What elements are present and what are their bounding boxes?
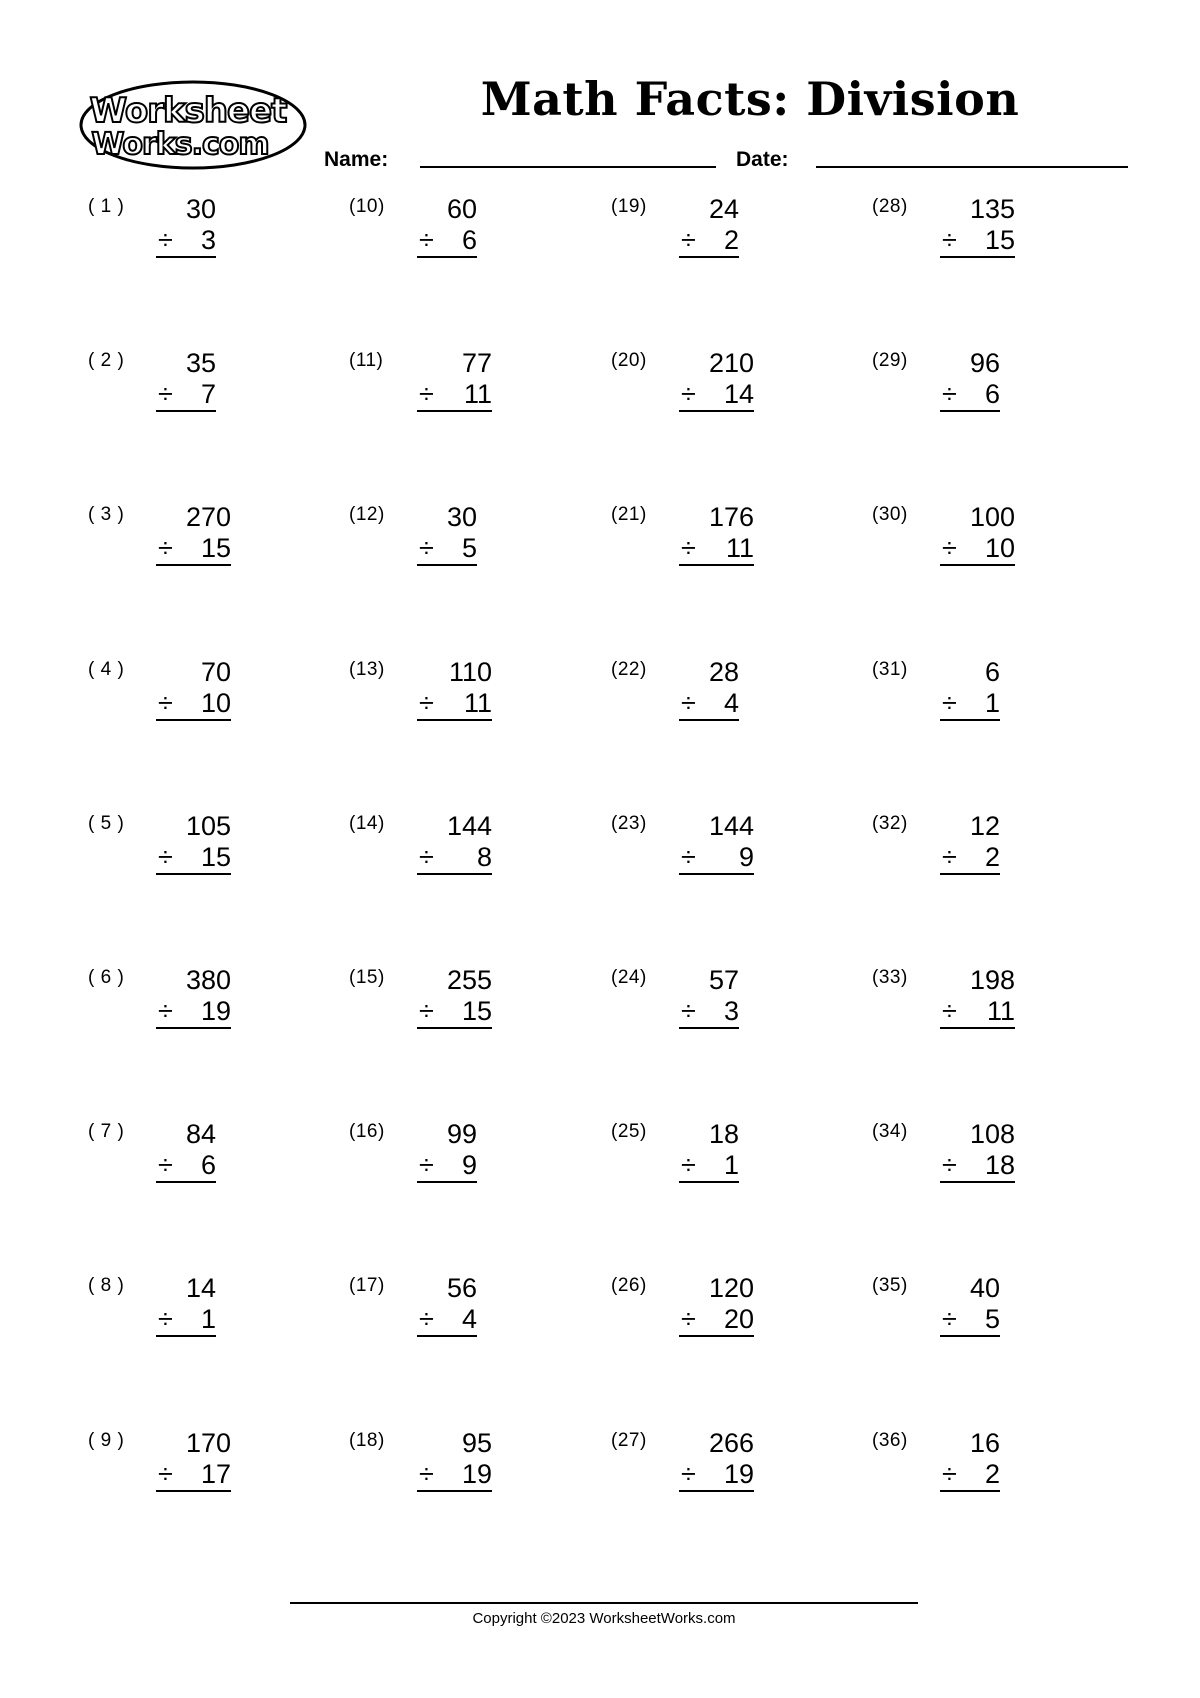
date-field-line[interactable] xyxy=(816,166,1128,168)
divisor: 8 xyxy=(476,841,492,872)
problem-number: (26) xyxy=(611,1275,647,1297)
division-problem xyxy=(872,350,1072,460)
divisor: 11 xyxy=(463,687,492,718)
dividend: 84 xyxy=(185,1119,216,1150)
problem-number: (20) xyxy=(611,350,647,372)
division-problem xyxy=(349,504,549,614)
divisor: 4 xyxy=(723,687,739,718)
divisor: 6 xyxy=(461,225,477,255)
division-problem xyxy=(88,1427,288,1540)
problem-number: (33) xyxy=(872,967,908,988)
divisor: 11 xyxy=(463,379,492,410)
divisor-row xyxy=(940,1303,1000,1337)
division-problem xyxy=(611,350,811,460)
problem-number: (22) xyxy=(611,658,647,680)
dividend: 18 xyxy=(708,1119,739,1150)
footer-divider xyxy=(290,1602,918,1604)
divisor-row xyxy=(417,1303,477,1337)
divisor: 11 xyxy=(986,996,1015,1026)
divisor: 6 xyxy=(984,379,1000,410)
problem-number: ( 8 ) xyxy=(88,1275,125,1297)
problem-number: (31) xyxy=(872,658,908,680)
division-problem xyxy=(349,1121,549,1231)
divisor-row xyxy=(417,995,492,1029)
divisor-row xyxy=(156,995,231,1029)
dividend: 30 xyxy=(446,502,477,533)
divisor-row xyxy=(679,378,754,412)
divisor-row xyxy=(940,687,1000,721)
divisor: 10 xyxy=(200,687,231,718)
division-sign: ÷ xyxy=(942,996,957,1026)
division-problem xyxy=(349,350,549,460)
division-problem xyxy=(349,1275,549,1385)
divisor-row xyxy=(940,224,1015,258)
divisor: 20 xyxy=(723,1304,754,1335)
division-problem xyxy=(611,1121,811,1231)
divisor-row xyxy=(940,532,1015,566)
problem-number: (32) xyxy=(872,812,908,834)
division-sign: ÷ xyxy=(419,225,434,255)
divisor-row xyxy=(940,1149,1015,1183)
name-label: Name: xyxy=(324,148,389,171)
divisor-row xyxy=(679,532,754,566)
divisor-row xyxy=(940,995,1015,1029)
problem-number: (17) xyxy=(349,1275,385,1297)
divisor-row xyxy=(679,1303,754,1337)
division-problem xyxy=(872,967,1072,1077)
division-problem xyxy=(611,967,811,1077)
divisor-row xyxy=(679,841,754,875)
problem-number: ( 6 ) xyxy=(88,967,125,988)
divisor-row xyxy=(940,378,1000,412)
divisor: 15 xyxy=(984,225,1015,255)
division-sign: ÷ xyxy=(942,687,957,718)
problem-number: ( 5 ) xyxy=(88,812,125,834)
division-problem xyxy=(872,810,1072,923)
divisor: 18 xyxy=(984,1150,1015,1181)
division-sign: ÷ xyxy=(942,533,957,564)
divisor: 3 xyxy=(200,225,216,255)
division-problem xyxy=(611,1427,811,1540)
dividend: 266 xyxy=(708,1427,754,1458)
divisor-row xyxy=(679,995,739,1029)
division-sign: ÷ xyxy=(158,379,173,410)
problem-number: (11) xyxy=(349,350,384,372)
problem-number: (16) xyxy=(349,1121,385,1143)
dividend: 57 xyxy=(708,965,739,995)
divisor-row xyxy=(417,224,477,258)
divisor: 5 xyxy=(984,1304,1000,1335)
dividend: 270 xyxy=(185,502,231,533)
division-problem xyxy=(349,1427,549,1540)
divisor: 4 xyxy=(461,1304,477,1335)
dividend: 70 xyxy=(200,656,231,687)
dividend: 40 xyxy=(969,1273,1000,1304)
divisor-row xyxy=(940,1458,1000,1492)
divisor-row xyxy=(940,841,1000,875)
division-sign: ÷ xyxy=(681,533,696,564)
dividend: 95 xyxy=(461,1427,492,1458)
division-sign: ÷ xyxy=(942,841,957,872)
dividend: 198 xyxy=(969,965,1015,995)
division-sign: ÷ xyxy=(942,379,957,410)
problem-number: (10) xyxy=(349,196,385,217)
dividend: 28 xyxy=(708,656,739,687)
division-sign: ÷ xyxy=(419,379,434,410)
problem-number: (18) xyxy=(349,1429,385,1451)
division-sign: ÷ xyxy=(681,225,696,255)
division-sign: ÷ xyxy=(681,1304,696,1335)
division-sign: ÷ xyxy=(419,533,434,564)
divisor: 1 xyxy=(984,687,1000,718)
problem-number: ( 3 ) xyxy=(88,504,125,526)
dividend: 56 xyxy=(446,1273,477,1304)
division-sign: ÷ xyxy=(158,996,173,1026)
divisor-row xyxy=(156,841,231,875)
problem-number: ( 2 ) xyxy=(88,350,125,372)
dividend: 30 xyxy=(185,194,216,224)
division-sign: ÷ xyxy=(942,1458,957,1489)
division-sign: ÷ xyxy=(158,225,173,255)
division-sign: ÷ xyxy=(681,1150,696,1181)
division-sign: ÷ xyxy=(419,1304,434,1335)
division-sign: ÷ xyxy=(681,687,696,718)
division-problem xyxy=(611,504,811,614)
division-sign: ÷ xyxy=(158,533,173,564)
worksheetworks-logo xyxy=(78,78,308,172)
division-problem xyxy=(88,350,288,460)
division-problem xyxy=(349,656,549,769)
problem-number: ( 1 ) xyxy=(88,196,125,217)
dividend: 35 xyxy=(185,348,216,379)
dividend: 77 xyxy=(461,348,492,379)
division-sign: ÷ xyxy=(681,841,696,872)
problem-number: ( 7 ) xyxy=(88,1121,125,1143)
dividend: 176 xyxy=(708,502,754,533)
problem-number: (28) xyxy=(872,196,908,217)
division-sign: ÷ xyxy=(419,1458,434,1489)
divisor-row xyxy=(417,1149,477,1183)
dividend: 99 xyxy=(446,1119,477,1150)
division-problem xyxy=(88,967,288,1077)
division-problem xyxy=(349,967,549,1077)
problem-number: (15) xyxy=(349,967,385,988)
division-sign: ÷ xyxy=(681,379,696,410)
problem-number: (27) xyxy=(611,1429,647,1451)
division-problem xyxy=(872,1427,1072,1540)
dividend: 144 xyxy=(708,810,754,841)
problem-number: (12) xyxy=(349,504,385,526)
problem-number: ( 9 ) xyxy=(88,1429,125,1451)
divisor-row xyxy=(156,378,216,412)
dividend: 170 xyxy=(185,1427,231,1458)
divisor-row xyxy=(156,1458,231,1492)
division-problem xyxy=(88,810,288,923)
divisor-row xyxy=(156,1149,216,1183)
division-problem xyxy=(611,810,811,923)
problem-number: (24) xyxy=(611,967,647,988)
division-sign: ÷ xyxy=(681,996,696,1026)
division-sign: ÷ xyxy=(419,687,434,718)
divisor: 6 xyxy=(200,1150,216,1181)
problem-number: (30) xyxy=(872,504,908,526)
problem-number: (34) xyxy=(872,1121,908,1143)
division-problem xyxy=(88,196,288,306)
dividend: 120 xyxy=(708,1273,754,1304)
dividend: 380 xyxy=(185,965,231,995)
dividend: 255 xyxy=(446,965,492,995)
divisor: 19 xyxy=(461,1458,492,1489)
division-sign: ÷ xyxy=(419,841,434,872)
division-problem xyxy=(88,1121,288,1231)
dividend: 135 xyxy=(969,194,1015,224)
divisor-row xyxy=(679,224,739,258)
copyright-text: Copyright ©2023 WorksheetWorks.com xyxy=(472,1610,736,1627)
divisor-row xyxy=(417,532,477,566)
problem-number: ( 4 ) xyxy=(88,658,125,680)
division-problem xyxy=(88,1275,288,1385)
problem-number: (29) xyxy=(872,350,908,372)
problem-number: (19) xyxy=(611,196,647,217)
divisor: 3 xyxy=(723,996,739,1026)
divisor-row xyxy=(417,841,492,875)
dividend: 110 xyxy=(448,656,492,687)
division-sign: ÷ xyxy=(942,225,957,255)
svg-text:Works.com: Works.com xyxy=(91,127,269,162)
dividend: 24 xyxy=(708,194,739,224)
dividend: 210 xyxy=(708,348,754,379)
divisor-row xyxy=(156,224,216,258)
problem-number: (36) xyxy=(872,1429,908,1451)
division-problem xyxy=(349,810,549,923)
division-problem xyxy=(872,656,1072,769)
divisor: 1 xyxy=(723,1150,739,1181)
division-sign: ÷ xyxy=(158,841,173,872)
problem-number: (21) xyxy=(611,504,647,526)
dividend: 16 xyxy=(969,1427,1000,1458)
division-sign: ÷ xyxy=(158,687,173,718)
division-problem xyxy=(611,1275,811,1385)
division-problem xyxy=(611,656,811,769)
division-problem xyxy=(872,1121,1072,1231)
division-sign: ÷ xyxy=(158,1150,173,1181)
problem-number: (35) xyxy=(872,1275,908,1297)
problem-number: (13) xyxy=(349,658,385,680)
divisor-row xyxy=(156,687,231,721)
problem-number: (25) xyxy=(611,1121,647,1143)
divisor: 5 xyxy=(461,533,477,564)
dividend: 12 xyxy=(969,810,1000,841)
divisor: 19 xyxy=(723,1458,754,1489)
divisor: 15 xyxy=(461,996,492,1026)
divisor-row xyxy=(679,1149,739,1183)
divisor: 15 xyxy=(200,841,231,872)
division-problem xyxy=(88,656,288,769)
date-label: Date: xyxy=(736,148,789,171)
dividend: 105 xyxy=(185,810,231,841)
divisor: 2 xyxy=(984,1458,1000,1489)
dividend: 6 xyxy=(984,656,1000,687)
dividend: 144 xyxy=(446,810,492,841)
divisor-row xyxy=(417,1458,492,1492)
division-sign: ÷ xyxy=(942,1304,957,1335)
divisor: 1 xyxy=(200,1304,216,1335)
division-problem xyxy=(872,504,1072,614)
dividend: 100 xyxy=(969,502,1015,533)
divisor-row xyxy=(679,1458,754,1492)
divisor: 17 xyxy=(200,1458,231,1489)
dividend: 14 xyxy=(185,1273,216,1304)
divisor: 2 xyxy=(723,225,739,255)
division-problem xyxy=(872,1275,1072,1385)
divisor-row xyxy=(417,378,492,412)
dividend: 108 xyxy=(969,1119,1015,1150)
dividend: 60 xyxy=(446,194,477,224)
divisor-row xyxy=(679,687,739,721)
name-field-line[interactable] xyxy=(420,166,716,168)
division-problem xyxy=(611,196,811,306)
divisor: 9 xyxy=(461,1150,477,1181)
divisor-row xyxy=(417,687,492,721)
divisor: 15 xyxy=(200,533,231,564)
divisor: 9 xyxy=(738,841,754,872)
problem-number: (23) xyxy=(611,812,647,834)
svg-text:Worksheet: Worksheet xyxy=(89,91,287,131)
divisor: 7 xyxy=(200,379,216,410)
division-sign: ÷ xyxy=(942,1150,957,1181)
division-problem xyxy=(88,504,288,614)
divisor: 14 xyxy=(723,379,754,410)
divisor: 10 xyxy=(984,533,1015,564)
division-problem xyxy=(872,196,1072,306)
division-sign: ÷ xyxy=(158,1304,173,1335)
dividend: 96 xyxy=(969,348,1000,379)
divisor-row xyxy=(156,1303,216,1337)
divisor: 19 xyxy=(200,996,231,1026)
divisor-row xyxy=(156,532,231,566)
division-sign: ÷ xyxy=(681,1458,696,1489)
worksheet-title: Math Facts: Division xyxy=(480,72,1020,126)
division-sign: ÷ xyxy=(419,1150,434,1181)
division-problem xyxy=(349,196,549,306)
problem-number: (14) xyxy=(349,812,385,834)
divisor: 11 xyxy=(725,533,754,564)
division-sign: ÷ xyxy=(158,1458,173,1489)
division-sign: ÷ xyxy=(419,996,434,1026)
divisor: 2 xyxy=(984,841,1000,872)
